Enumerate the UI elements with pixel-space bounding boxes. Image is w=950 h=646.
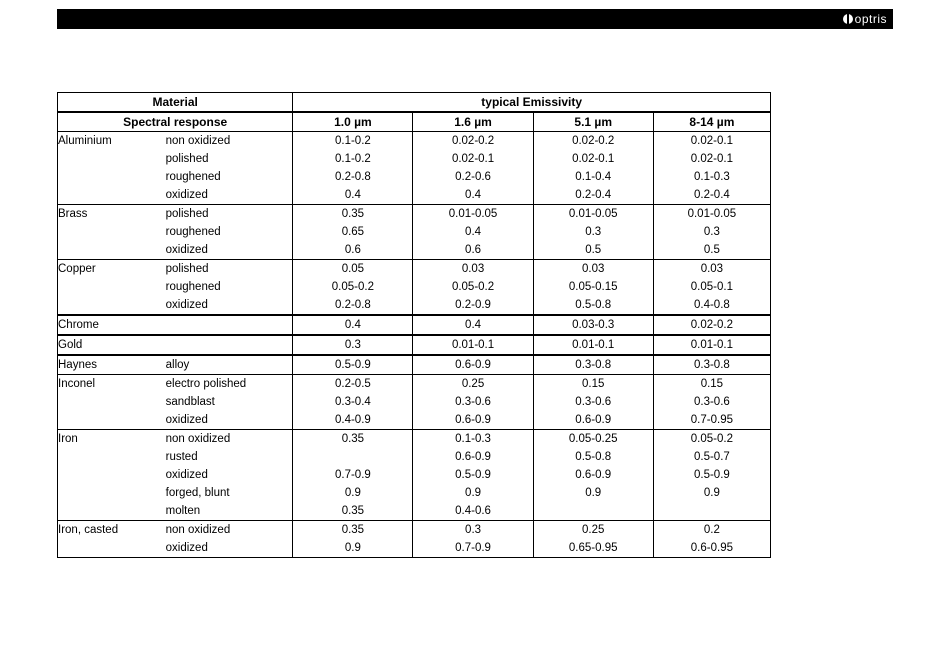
emissivity-value: 0.4 bbox=[413, 186, 533, 205]
emissivity-value: 0.01-0.1 bbox=[533, 335, 653, 355]
material-condition: oxidized bbox=[165, 542, 208, 554]
material-condition: forged, blunt bbox=[165, 487, 230, 499]
emissivity-value: 0.05-0.2 bbox=[653, 430, 770, 449]
emissivity-value: 0.7-0.9 bbox=[413, 539, 533, 558]
emissivity-value: 0.02-0.1 bbox=[653, 150, 770, 168]
table-row bbox=[58, 278, 771, 296]
material-name: Brass bbox=[58, 205, 166, 224]
emissivity-value bbox=[653, 502, 770, 521]
wavelength-header: 1.0 µm bbox=[293, 112, 413, 132]
table-row bbox=[58, 205, 771, 224]
emissivity-value: 0.25 bbox=[413, 375, 533, 394]
emissivity-value: 0.9 bbox=[293, 539, 413, 558]
table-row bbox=[58, 393, 771, 411]
material-condition: oxidized bbox=[165, 299, 208, 311]
emissivity-value: 0.9 bbox=[413, 484, 533, 502]
material-condition: non oxidized bbox=[166, 430, 293, 449]
table-row bbox=[58, 484, 771, 502]
emissivity-value: 0.6-0.9 bbox=[533, 411, 653, 430]
table-row bbox=[58, 150, 771, 168]
emissivity-value: 0.4 bbox=[293, 315, 413, 335]
material-name: Haynes bbox=[58, 355, 166, 375]
brand-name: optris bbox=[854, 12, 887, 26]
emissivity-value: 0.03 bbox=[413, 260, 533, 279]
emissivity-value: 0.05-0.25 bbox=[533, 430, 653, 449]
emissivity-value: 0.4 bbox=[413, 315, 533, 335]
material-condition: roughened bbox=[165, 171, 221, 183]
emissivity-value: 0.6-0.9 bbox=[413, 411, 533, 430]
emissivity-value: 0.3-0.8 bbox=[653, 355, 770, 375]
emissivity-value: 0.05-0.15 bbox=[533, 278, 653, 296]
emissivity-value: 0.2 bbox=[653, 521, 770, 540]
material-name bbox=[58, 393, 166, 411]
material-name: Inconel bbox=[58, 375, 166, 394]
table-row bbox=[58, 223, 771, 241]
emissivity-value: 0.2-0.4 bbox=[653, 186, 770, 205]
material-name bbox=[58, 278, 166, 296]
emissivity-value: 0.35 bbox=[293, 521, 413, 540]
material-name bbox=[58, 539, 166, 558]
material-name bbox=[58, 502, 166, 521]
emissivity-value: 0.05 bbox=[293, 260, 413, 279]
header-bar bbox=[57, 9, 893, 29]
emissivity-value: 0.3-0.6 bbox=[413, 393, 533, 411]
material-name bbox=[58, 296, 166, 315]
emissivity-value: 0.5-0.8 bbox=[533, 448, 653, 466]
material-name bbox=[58, 466, 166, 484]
emissivity-value: 0.02-0.1 bbox=[653, 132, 770, 151]
emissivity-value: 0.3-0.8 bbox=[533, 355, 653, 375]
emissivity-value: 0.7-0.95 bbox=[653, 411, 770, 430]
material-condition: polished bbox=[165, 153, 209, 165]
emissivity-table bbox=[57, 92, 771, 558]
emissivity-value: 0.02-0.2 bbox=[533, 132, 653, 151]
material-name bbox=[58, 448, 166, 466]
emissivity-value: 0.1-0.2 bbox=[293, 150, 413, 168]
emissivity-value: 0.2-0.5 bbox=[293, 375, 413, 394]
emissivity-value: 0.3 bbox=[653, 223, 770, 241]
material-name bbox=[58, 411, 166, 430]
emissivity-value: 0.6 bbox=[413, 241, 533, 260]
emissivity-value: 0.05-0.1 bbox=[653, 278, 770, 296]
emissivity-value: 0.4 bbox=[413, 223, 533, 241]
table-row bbox=[58, 430, 771, 449]
emissivity-value: 0.05-0.2 bbox=[293, 278, 413, 296]
emissivity-value: 0.2-0.4 bbox=[533, 186, 653, 205]
emissivity-value: 0.03 bbox=[533, 260, 653, 279]
material-name bbox=[58, 186, 166, 205]
emissivity-value: 0.6-0.9 bbox=[533, 466, 653, 484]
emissivity-value: 0.65 bbox=[293, 223, 413, 241]
material-condition: oxidized bbox=[165, 189, 208, 201]
emissivity-value: 0.6-0.95 bbox=[653, 539, 770, 558]
material-condition: roughened bbox=[165, 226, 221, 238]
emissivity-value: 0.5-0.9 bbox=[653, 466, 770, 484]
emissivity-value: 0.01-0.05 bbox=[413, 205, 533, 224]
material-condition: oxidized bbox=[165, 244, 208, 256]
emissivity-value: 0.5-0.9 bbox=[413, 466, 533, 484]
emissivity-value: 0.5-0.8 bbox=[533, 296, 653, 315]
emissivity-value: 0.9 bbox=[533, 484, 653, 502]
material-condition: oxidized bbox=[165, 469, 208, 481]
material-name bbox=[58, 168, 166, 186]
material-name bbox=[58, 150, 166, 168]
material-condition: roughened bbox=[165, 281, 221, 293]
emissivity-value: 0.3 bbox=[533, 223, 653, 241]
emissivity-value: 0.5 bbox=[533, 241, 653, 260]
material-condition: molten bbox=[165, 505, 201, 517]
emissivity-value: 0.3 bbox=[413, 521, 533, 540]
emissivity-value bbox=[293, 448, 413, 466]
emissivity-value: 0.3-0.6 bbox=[533, 393, 653, 411]
material-name bbox=[58, 484, 166, 502]
emissivity-value: 0.65-0.95 bbox=[533, 539, 653, 558]
material-condition: electro polished bbox=[166, 375, 293, 394]
emissivity-value: 0.3 bbox=[293, 335, 413, 355]
emissivity-value: 0.1-0.3 bbox=[653, 168, 770, 186]
table-row bbox=[58, 355, 771, 375]
emissivity-value: 0.2-0.6 bbox=[413, 168, 533, 186]
emissivity-value: 0.7-0.9 bbox=[293, 466, 413, 484]
emissivity-value: 0.01-0.1 bbox=[413, 335, 533, 355]
table-row bbox=[58, 448, 771, 466]
emissivity-value: 0.2-0.8 bbox=[293, 296, 413, 315]
material-condition: sandblast bbox=[165, 396, 215, 408]
emissivity-value: 0.4-0.9 bbox=[293, 411, 413, 430]
material-header: Material bbox=[58, 93, 293, 113]
emissivity-value: 0.02-0.2 bbox=[413, 132, 533, 151]
emissivity-value: 0.01-0.05 bbox=[653, 205, 770, 224]
material-condition: polished bbox=[166, 260, 293, 279]
emissivity-value: 0.6 bbox=[293, 241, 413, 260]
spectral-response-label: Spectral response bbox=[58, 112, 293, 132]
emissivity-value: 0.01-0.1 bbox=[653, 335, 770, 355]
emissivity-value: 0.35 bbox=[293, 502, 413, 521]
wavelength-header: 1.6 µm bbox=[413, 112, 533, 132]
material-name: Aluminium bbox=[58, 132, 166, 151]
material-condition: non oxidized bbox=[166, 132, 293, 151]
material-condition: oxidized bbox=[165, 414, 208, 426]
wavelength-header: 8-14 µm bbox=[653, 112, 770, 132]
emissivity-value: 0.1-0.2 bbox=[293, 132, 413, 151]
emissivity-value: 0.3-0.6 bbox=[653, 393, 770, 411]
emissivity-value: 0.5-0.9 bbox=[293, 355, 413, 375]
table-row bbox=[58, 186, 771, 205]
emissivity-value: 0.5-0.7 bbox=[653, 448, 770, 466]
material-name: Gold bbox=[58, 335, 166, 355]
emissivity-value: 0.6-0.9 bbox=[413, 355, 533, 375]
emissivity-value: 0.3-0.4 bbox=[293, 393, 413, 411]
table-row bbox=[58, 411, 771, 430]
emissivity-value: 0.4-0.6 bbox=[413, 502, 533, 521]
table-row bbox=[58, 260, 771, 279]
table-row bbox=[58, 132, 771, 151]
material-condition: rusted bbox=[165, 451, 198, 463]
table-body bbox=[58, 132, 771, 558]
table-row bbox=[58, 521, 771, 540]
table-row bbox=[58, 375, 771, 394]
table-row bbox=[58, 335, 771, 355]
emissivity-value: 0.03-0.3 bbox=[533, 315, 653, 335]
material-name bbox=[58, 241, 166, 260]
emissivity-value: 0.35 bbox=[293, 205, 413, 224]
material-condition bbox=[166, 335, 293, 355]
optris-logo-icon bbox=[843, 14, 853, 24]
material-condition bbox=[166, 315, 293, 335]
material-name: Chrome bbox=[58, 315, 166, 335]
emissivity-value: 0.05-0.2 bbox=[413, 278, 533, 296]
brand bbox=[843, 9, 887, 29]
emissivity-value: 0.6-0.9 bbox=[413, 448, 533, 466]
emissivity-header: typical Emissivity bbox=[293, 93, 771, 113]
emissivity-value: 0.1-0.4 bbox=[533, 168, 653, 186]
material-name: Iron bbox=[58, 430, 166, 449]
table-row bbox=[58, 168, 771, 186]
emissivity-value: 0.02-0.2 bbox=[653, 315, 770, 335]
emissivity-value: 0.2-0.9 bbox=[413, 296, 533, 315]
table-row bbox=[58, 502, 771, 521]
material-name bbox=[58, 223, 166, 241]
emissivity-value: 0.02-0.1 bbox=[533, 150, 653, 168]
material-name: Iron, casted bbox=[58, 521, 166, 540]
wavelength-header: 5.1 µm bbox=[533, 112, 653, 132]
material-condition: alloy bbox=[166, 355, 293, 375]
emissivity-value: 0.01-0.05 bbox=[533, 205, 653, 224]
emissivity-value: 0.2-0.8 bbox=[293, 168, 413, 186]
emissivity-value: 0.1-0.3 bbox=[413, 430, 533, 449]
table-row bbox=[58, 539, 771, 558]
table-row bbox=[58, 466, 771, 484]
emissivity-value: 0.25 bbox=[533, 521, 653, 540]
emissivity-value: 0.15 bbox=[653, 375, 770, 394]
material-name: Copper bbox=[58, 260, 166, 279]
emissivity-value: 0.4-0.8 bbox=[653, 296, 770, 315]
emissivity-value: 0.5 bbox=[653, 241, 770, 260]
table-row bbox=[58, 315, 771, 335]
material-condition: polished bbox=[166, 205, 293, 224]
table-row bbox=[58, 241, 771, 260]
emissivity-value: 0.35 bbox=[293, 430, 413, 449]
emissivity-value: 0.4 bbox=[293, 186, 413, 205]
emissivity-value: 0.9 bbox=[293, 484, 413, 502]
emissivity-value: 0.03 bbox=[653, 260, 770, 279]
table-row bbox=[58, 296, 771, 315]
emissivity-value bbox=[533, 502, 653, 521]
emissivity-value: 0.9 bbox=[653, 484, 770, 502]
emissivity-value: 0.02-0.1 bbox=[413, 150, 533, 168]
emissivity-value: 0.15 bbox=[533, 375, 653, 394]
material-condition: non oxidized bbox=[166, 521, 293, 540]
